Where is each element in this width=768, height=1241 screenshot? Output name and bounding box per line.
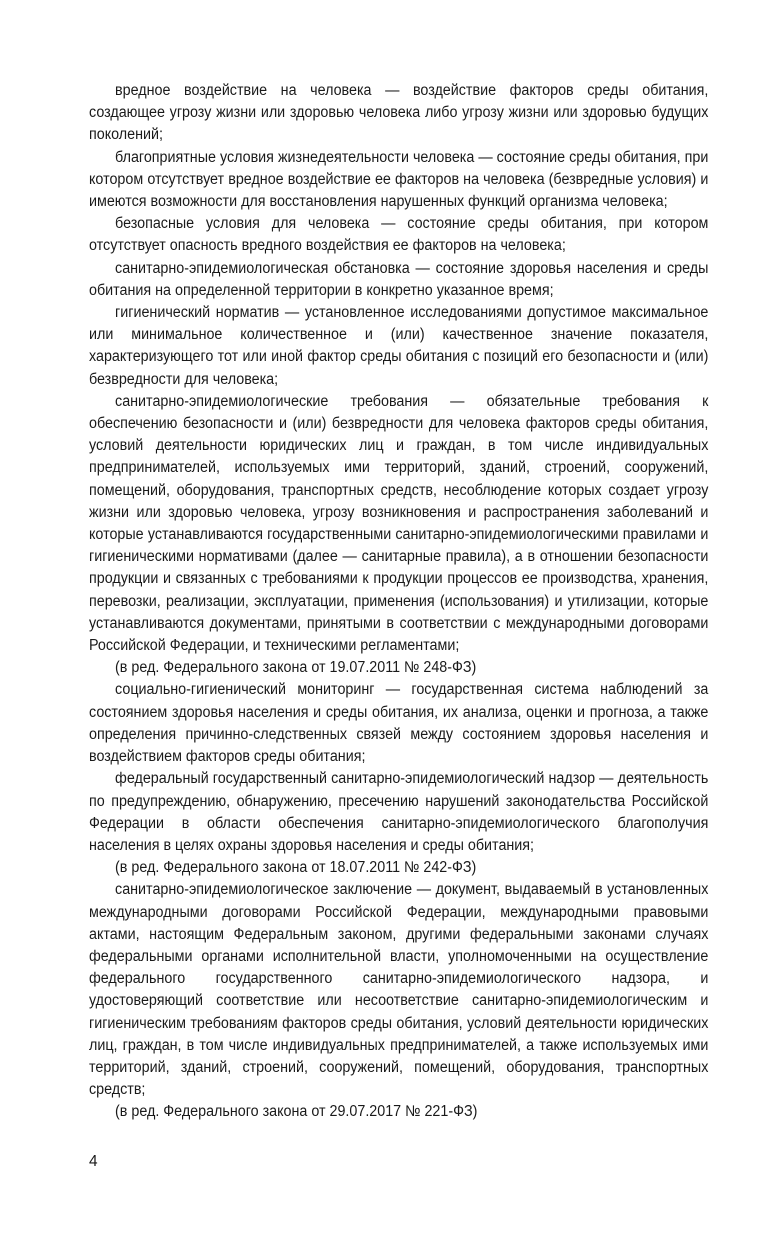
paragraph-federal-supervision: федеральный государственный санитарно-эпидемиологический надзор — деятельность по предупреждению, обнаружению, пресечению нарушений законодательства Российской Федерации в области обеспечения санитарно-эпидемиологического благополучия населения в целях охраны здоровья населения и среды обитания; (89, 770, 709, 854)
amendment-note: (в ред. Федерального закона от 29.07.2017 № 221-ФЗ) (115, 1103, 478, 1121)
paragraph-social-monitoring: социально-гигиенический мониторинг — государственная система наблюдений за состоянием здоровья населения и среды обитания, их анализа, оценки и прогноза, а также определения причинно-следственных связей между состоянием здоровья населения и воздействием факторов среды обитания; (89, 681, 709, 766)
paragraph-sanitary-conclusion: санитарно-эпидемиологическое заключение — документ, выдаваемый в установленных международными договорами Российской Федерации, международными правовыми актами, настоящим Федеральным законом, другими федеральными законами случаях федеральными органами исполнительной власти, уполномоченными на осуществление федерального государственного санитарно-эпидемиологического надзора, и удостоверяющий соответствие или несоответствие санитарно-эпидемиологическим и гигиеническим требованиям факторов среды обитания, условий деятельности юридических лиц, граждан, в том числе индивидуальных предпринимателей, а также используемых ими территорий, зданий, строений, сооружений, помещений, оборудования, транспортных средств; (89, 881, 709, 1099)
paragraph-harmful-impact: вредное воздействие на человека — воздействие факторов среды обитания, создающее угрозу жизни или здоровью человека либо угрозу жизни или здоровью будущих поколений; (89, 82, 709, 144)
paragraph-safe-conditions: безопасные условия для человека — состояние среды обитания, при котором отсутствует опасность вредного воздействия ее факторов на человека; (89, 215, 709, 255)
paragraph-sanitary-situation: санитарно-эпидемиологическая обстановка — состояние здоровья населения и среды обитания на определенной территории в конкретно указанное время; (89, 259, 709, 299)
paragraph-favorable-conditions: благоприятные условия жизнедеятельности человека — состояние среды обитания, при котором отсутствует вредное воздействие ее факторов на человека (безвредные условия) и имеются возможности для восстановления нарушенных функций организма человека; (89, 148, 709, 211)
amendment-note: (в ред. Федерального закона от 19.07.2011 № 248-ФЗ) (115, 659, 477, 677)
paragraph-sanitary-requirements: санитарно-эпидемиологические требования — обязательные требования к обеспечению безопасности и (или) безвредности для человека факторов среды обитания, условий деятельности юридических лиц и граждан, в том числе индивидуальных предпринимателей, используемых ими территорий, зданий, строений, сооружений, помещений, оборудования, транспортных средств, несоблюдение которых создает угрозу жизни или здоровью человека, угрозу возникновения и распространения заболеваний и которые устанавливаются государственными санитарно-эпидемиологическими правилами и гигиеническими нормативами (далее — санитарные правила), а в отношении безопасности продукции и связанных с требованиями к продукции процессов ее производства, хранения, перевозки, реализации, эксплуатации, применения (использования) и утилизации, которые устанавливаются документами, принятыми в соответствии с международными договорами Российской Федерации, и техническими регламентами; (89, 392, 709, 655)
amendment-note: (в ред. Федерального закона от 18.07.2011 № 242-ФЗ) (115, 859, 477, 877)
page-number: 4 (89, 1153, 98, 1170)
document-body (89, 80, 709, 1124)
paragraph-hygienic-standard: гигиенический норматив — установленное исследованиями допустимое максимальное или минимальное количественное и (или) качественное значение показателя, характеризующего тот или иной фактор среды обитания с позиций его безопасности и (или) безвредности для человека; (89, 304, 709, 388)
